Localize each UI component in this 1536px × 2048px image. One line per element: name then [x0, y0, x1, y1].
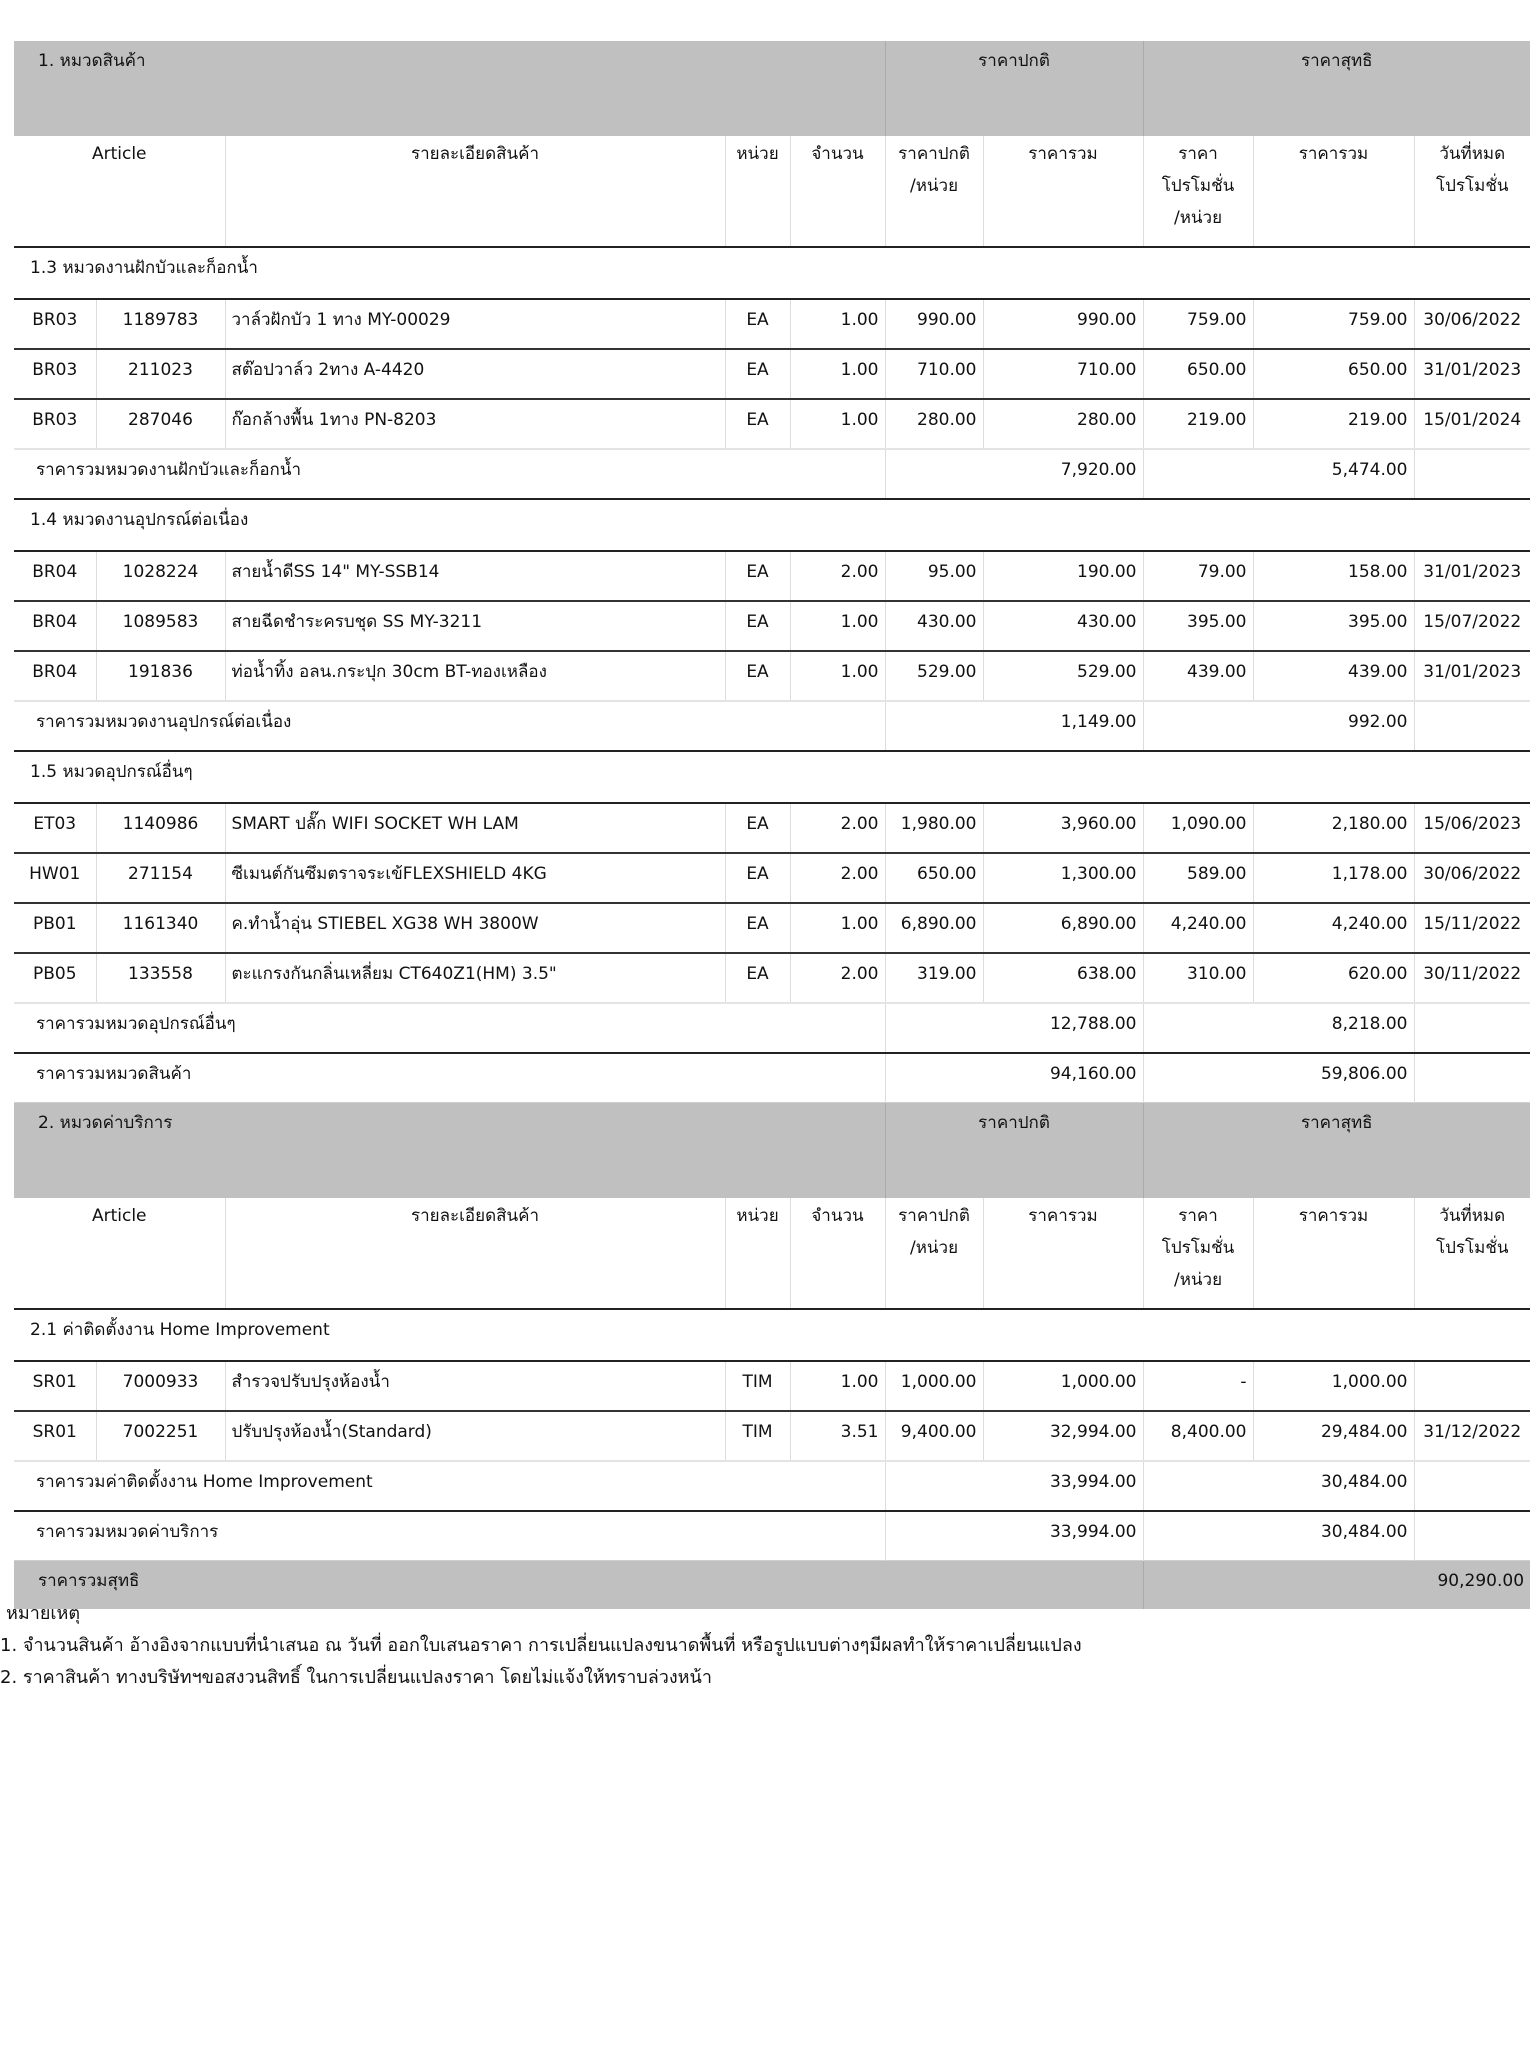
- promo-unit-price: 439.00: [1143, 651, 1253, 701]
- item-description: ตะแกรงกันกลิ่นเหลี่ยม CT640Z1(HM) 3.5": [225, 953, 725, 1003]
- net-total: 29,484.00: [1253, 1411, 1414, 1461]
- col-header-unit: หน่วย: [725, 136, 790, 247]
- net-total: 158.00: [1253, 551, 1414, 601]
- promo-expiry-date: 15/01/2024: [1414, 399, 1530, 449]
- col-header-unit-price-line: ราคาปกติ: [898, 1206, 970, 1226]
- table-row: [14, 953, 1530, 1003]
- article-code: 7000933: [96, 1361, 225, 1411]
- regular-total: 190.00: [983, 551, 1143, 601]
- col-header-unit-price: [885, 1198, 983, 1309]
- quotation-table: [14, 41, 1530, 1609]
- item-description: ก๊อกล้างพื้น 1ทาง PN-8203: [225, 399, 725, 449]
- unit: EA: [725, 651, 790, 701]
- table-row: [14, 1411, 1530, 1461]
- promo-expiry-date: 15/06/2023: [1414, 803, 1530, 853]
- table-row: [14, 601, 1530, 651]
- subtotal-label: ราคารวมค่าติดตั้งงาน Home Improvement: [36, 1472, 373, 1492]
- notes-title: หมายเหตุ: [6, 1603, 81, 1624]
- col-header-total: ราคารวม: [983, 136, 1143, 247]
- col-header-unit-price-line: /หน่วย: [909, 176, 959, 196]
- dept-code: PB05: [32, 964, 77, 984]
- net-total: 395.00: [1253, 601, 1414, 651]
- quantity: 1.00: [790, 1361, 885, 1411]
- category-total-label: ราคารวมหมวดค่าบริการ: [36, 1522, 219, 1542]
- col-header-description: รายละเอียดสินค้า: [225, 1198, 725, 1309]
- net-total: 1,178.00: [1253, 853, 1414, 903]
- unit-price: 95.00: [885, 551, 983, 601]
- quantity: 2.00: [790, 953, 885, 1003]
- category-total-label: ราคารวมหมวดสินค้า: [36, 1064, 192, 1084]
- dept-code: SR01: [32, 1422, 77, 1442]
- subtotal-net: 30,484.00: [1143, 1461, 1414, 1511]
- grand-total-value: 90,290.00: [1143, 1561, 1530, 1610]
- dept-code: BR03: [32, 310, 78, 330]
- item-description: สายน้ำดีSS 14" MY-SSB14: [225, 551, 725, 601]
- item-description: สต๊อปวาล์ว 2ทาง A-4420: [225, 349, 725, 399]
- notes-section: [0, 1598, 1082, 1694]
- col-header-qty: จำนวน: [790, 1198, 885, 1309]
- category-total-row: [14, 1511, 1530, 1561]
- unit: EA: [725, 299, 790, 349]
- promo-unit-price: 650.00: [1143, 349, 1253, 399]
- promo-unit-price: 4,240.00: [1143, 903, 1253, 953]
- col-header-article: Article: [91, 144, 147, 164]
- regular-total: 280.00: [983, 399, 1143, 449]
- promo-unit-price: 759.00: [1143, 299, 1253, 349]
- promo-unit-price: 219.00: [1143, 399, 1253, 449]
- subtotal-regular: 1,149.00: [885, 701, 1143, 751]
- promo-unit-price: 8,400.00: [1143, 1411, 1253, 1461]
- unit: EA: [725, 953, 790, 1003]
- item-description: ซีเมนต์กันซึมตราจระเข้FLEXSHIELD 4KG: [225, 853, 725, 903]
- unit-price: 529.00: [885, 651, 983, 701]
- col-header-promo-expiry-line: วันที่หมด: [1439, 144, 1506, 164]
- unit-price: 6,890.00: [885, 903, 983, 953]
- category-total-regular: 94,160.00: [885, 1053, 1143, 1103]
- subtotal-regular: 7,920.00: [885, 449, 1143, 499]
- net-total: 2,180.00: [1253, 803, 1414, 853]
- category-total-net: 30,484.00: [1143, 1511, 1414, 1561]
- table-row: [14, 903, 1530, 953]
- dept-code: BR04: [32, 562, 78, 582]
- category-header: [14, 1103, 1530, 1199]
- article-code: 1028224: [96, 551, 225, 601]
- unit: EA: [725, 803, 790, 853]
- col-header-promo-expiry: [1414, 1198, 1530, 1309]
- net-total: 620.00: [1253, 953, 1414, 1003]
- item-description: วาล์วฝักบัว 1 ทาง MY-00029: [225, 299, 725, 349]
- subcategory-header: [14, 751, 1530, 803]
- regular-total: 1,300.00: [983, 853, 1143, 903]
- regular-total: 529.00: [983, 651, 1143, 701]
- net-total: 759.00: [1253, 299, 1414, 349]
- quantity: 2.00: [790, 853, 885, 903]
- subtotal-empty: [1414, 449, 1530, 499]
- subcategory-header: [14, 1309, 1530, 1361]
- article-code: 1161340: [96, 903, 225, 953]
- unit-price: 650.00: [885, 853, 983, 903]
- col-header-promo-price-line: /หน่วย: [1173, 1270, 1223, 1290]
- note-item: 2. ราคาสินค้า ทางบริษัทฯขอสงวนสิทธิ์ ในการเปลี่ยนแปลงราคา โดยไม่แจ้งให้ทราบล่วงหน้า: [0, 1667, 712, 1688]
- article-code: 7002251: [96, 1411, 225, 1461]
- promo-expiry-date: 30/06/2022: [1414, 299, 1530, 349]
- table-row: [14, 651, 1530, 701]
- col-header-promo-price-line: โปรโมชั่น: [1161, 1238, 1235, 1258]
- promo-unit-price: -: [1143, 1361, 1253, 1411]
- quotation-body: [14, 41, 1530, 1609]
- quantity: 1.00: [790, 601, 885, 651]
- quantity: 1.00: [790, 399, 885, 449]
- article-code: 287046: [96, 399, 225, 449]
- net-price-group-header: ราคาสุทธิ: [1143, 41, 1530, 136]
- unit: EA: [725, 903, 790, 953]
- subtotal-regular: 33,994.00: [885, 1461, 1143, 1511]
- col-header-promo-price-line: ราคา: [1178, 1206, 1218, 1226]
- subtotal-row: [14, 449, 1530, 499]
- unit-price: 280.00: [885, 399, 983, 449]
- article-code: 133558: [96, 953, 225, 1003]
- table-row: [14, 853, 1530, 903]
- quantity: 2.00: [790, 551, 885, 601]
- regular-total: 1,000.00: [983, 1361, 1143, 1411]
- unit: EA: [725, 853, 790, 903]
- regular-total: 6,890.00: [983, 903, 1143, 953]
- table-row: [14, 1361, 1530, 1411]
- category-total-row: [14, 1053, 1530, 1103]
- article-code: 271154: [96, 853, 225, 903]
- grand-total-label: ราคารวมสุทธิ: [14, 1561, 1143, 1610]
- subtotal-empty: [1414, 1003, 1530, 1053]
- unit: EA: [725, 551, 790, 601]
- dept-code: BR03: [32, 360, 78, 380]
- item-description: ค.ทำน้ำอุ่น STIEBEL XG38 WH 3800W: [225, 903, 725, 953]
- subtotal-net: 992.00: [1143, 701, 1414, 751]
- promo-unit-price: 79.00: [1143, 551, 1253, 601]
- subtotal-row: [14, 1461, 1530, 1511]
- unit-price: 9,400.00: [885, 1411, 983, 1461]
- net-total: 4,240.00: [1253, 903, 1414, 953]
- quotation-sheet: [14, 41, 1530, 1609]
- col-header-promo-price: [1143, 1198, 1253, 1309]
- unit-price: 1,980.00: [885, 803, 983, 853]
- col-header-promo-price-line: ราคา: [1178, 144, 1218, 164]
- subcategory-title: 1.4 หมวดงานอุปกรณ์ต่อเนื่อง: [30, 510, 249, 530]
- category-total-net: 59,806.00: [1143, 1053, 1414, 1103]
- subtotal-label: ราคารวมหมวดงานอุปกรณ์ต่อเนื่อง: [36, 712, 292, 732]
- subtotal-row: [14, 701, 1530, 751]
- column-header-row: [14, 1198, 1530, 1309]
- unit-price: 710.00: [885, 349, 983, 399]
- regular-price-group-header: ราคาปกติ: [885, 1103, 1143, 1199]
- promo-expiry-date: 15/11/2022: [1414, 903, 1530, 953]
- item-description: SMART ปลั๊ก WIFI SOCKET WH LAM: [225, 803, 725, 853]
- promo-unit-price: 310.00: [1143, 953, 1253, 1003]
- article-code: 1140986: [96, 803, 225, 853]
- unit-price: 430.00: [885, 601, 983, 651]
- subtotal-empty: [1414, 1461, 1530, 1511]
- dept-code: PB01: [32, 914, 77, 934]
- net-total: 650.00: [1253, 349, 1414, 399]
- subcategory-header: [14, 499, 1530, 551]
- item-description: สายฉีดชำระครบชุด SS MY-3211: [225, 601, 725, 651]
- subcategory-title: 2.1 ค่าติดตั้งงาน Home Improvement: [30, 1320, 330, 1340]
- regular-total: 638.00: [983, 953, 1143, 1003]
- quantity: 1.00: [790, 299, 885, 349]
- dept-code: BR04: [32, 612, 78, 632]
- col-header-promo-expiry-line: โปรโมชั่น: [1435, 1238, 1509, 1258]
- col-header-promo-expiry-line: โปรโมชั่น: [1435, 176, 1509, 196]
- subcategory-title: 1.3 หมวดงานฝักบัวและก็อกน้ำ: [30, 258, 258, 278]
- unit: TIM: [725, 1411, 790, 1461]
- item-description: สำรวจปรับปรุงห้องน้ำ: [225, 1361, 725, 1411]
- table-row: [14, 399, 1530, 449]
- category-total-empty: [1414, 1053, 1530, 1103]
- net-price-group-header: ราคาสุทธิ: [1143, 1103, 1530, 1199]
- col-header-unit-price-line: /หน่วย: [909, 1238, 959, 1258]
- unit-price: 1,000.00: [885, 1361, 983, 1411]
- promo-expiry-date: 31/01/2023: [1414, 651, 1530, 701]
- table-row: [14, 803, 1530, 853]
- regular-total: 990.00: [983, 299, 1143, 349]
- dept-code: BR03: [32, 410, 78, 430]
- quantity: 3.51: [790, 1411, 885, 1461]
- quantity: 1.00: [790, 903, 885, 953]
- category-total-empty: [1414, 1511, 1530, 1561]
- col-header-net-total: ราคารวม: [1253, 1198, 1414, 1309]
- col-header-promo-price: [1143, 136, 1253, 247]
- subtotal-net: 5,474.00: [1143, 449, 1414, 499]
- promo-expiry-date: 31/01/2023: [1414, 349, 1530, 399]
- category-header: [14, 41, 1530, 136]
- regular-total: 710.00: [983, 349, 1143, 399]
- table-row: [14, 551, 1530, 601]
- col-header-unit: หน่วย: [725, 1198, 790, 1309]
- article-code: 211023: [96, 349, 225, 399]
- table-row: [14, 299, 1530, 349]
- col-header-article: Article: [91, 1206, 147, 1226]
- quantity: 2.00: [790, 803, 885, 853]
- col-header-promo-price-line: โปรโมชั่น: [1161, 176, 1235, 196]
- regular-total: 430.00: [983, 601, 1143, 651]
- subcategory-header: [14, 247, 1530, 299]
- column-header-row: [14, 136, 1530, 247]
- unit: EA: [725, 349, 790, 399]
- net-total: 439.00: [1253, 651, 1414, 701]
- table-row: [14, 349, 1530, 399]
- article-code: 1189783: [96, 299, 225, 349]
- promo-unit-price: 1,090.00: [1143, 803, 1253, 853]
- dept-code: HW01: [29, 864, 81, 884]
- promo-expiry-date: 31/01/2023: [1414, 551, 1530, 601]
- net-total: 219.00: [1253, 399, 1414, 449]
- promo-unit-price: 589.00: [1143, 853, 1253, 903]
- subtotal-label: ราคารวมหมวดอุปกรณ์อื่นๆ: [36, 1014, 236, 1034]
- col-header-net-total: ราคารวม: [1253, 136, 1414, 247]
- col-header-total: ราคารวม: [983, 1198, 1143, 1309]
- subcategory-title: 1.5 หมวดอุปกรณ์อื่นๆ: [30, 762, 193, 782]
- item-description: ท่อน้ำทิ้ง อลน.กระปุก 30cm BT-ทองเหลือง: [225, 651, 725, 701]
- promo-expiry-date: 30/06/2022: [1414, 853, 1530, 903]
- promo-expiry-date: 15/07/2022: [1414, 601, 1530, 651]
- dept-code: ET03: [33, 814, 77, 834]
- col-header-promo-expiry-line: วันที่หมด: [1439, 1206, 1506, 1226]
- subtotal-empty: [1414, 701, 1530, 751]
- unit-price: 990.00: [885, 299, 983, 349]
- unit: EA: [725, 399, 790, 449]
- subtotal-regular: 12,788.00: [885, 1003, 1143, 1053]
- col-header-promo-expiry: [1414, 136, 1530, 247]
- unit: TIM: [725, 1361, 790, 1411]
- promo-expiry-date: 31/12/2022: [1414, 1411, 1530, 1461]
- quantity: 1.00: [790, 651, 885, 701]
- article-code: 191836: [96, 651, 225, 701]
- unit: EA: [725, 601, 790, 651]
- regular-total: 3,960.00: [983, 803, 1143, 853]
- note-item: 1. จำนวนสินค้า อ้างอิงจากแบบที่นำเสนอ ณ วันที่ ออกใบเสนอราคา การเปลี่ยนแปลงขนาดพื้นที่ หรือรูปแบบต่างๆมีผลทำให้ราคาเปลี่ยนแปลง: [0, 1635, 1082, 1656]
- col-header-promo-price-line: /หน่วย: [1173, 208, 1223, 228]
- regular-price-group-header: ราคาปกติ: [885, 41, 1143, 136]
- col-header-qty: จำนวน: [790, 136, 885, 247]
- dept-code: SR01: [32, 1372, 77, 1392]
- unit-price: 319.00: [885, 953, 983, 1003]
- quantity: 1.00: [790, 349, 885, 399]
- regular-total: 32,994.00: [983, 1411, 1143, 1461]
- promo-expiry-date: 30/11/2022: [1414, 953, 1530, 1003]
- subtotal-label: ราคารวมหมวดงานฝักบัวและก็อกน้ำ: [36, 460, 302, 480]
- subtotal-row: [14, 1003, 1530, 1053]
- category-title: 2. หมวดค่าบริการ: [14, 1103, 885, 1199]
- category-total-regular: 33,994.00: [885, 1511, 1143, 1561]
- promo-expiry-date: [1414, 1361, 1530, 1411]
- article-code: 1089583: [96, 601, 225, 651]
- dept-code: BR04: [32, 662, 78, 682]
- col-header-unit-price: [885, 136, 983, 247]
- item-description: ปรับปรุงห้องน้ำ(Standard): [225, 1411, 725, 1461]
- category-title: 1. หมวดสินค้า: [14, 41, 885, 136]
- col-header-unit-price-line: ราคาปกติ: [898, 144, 970, 164]
- promo-unit-price: 395.00: [1143, 601, 1253, 651]
- net-total: 1,000.00: [1253, 1361, 1414, 1411]
- subtotal-net: 8,218.00: [1143, 1003, 1414, 1053]
- col-header-description: รายละเอียดสินค้า: [225, 136, 725, 247]
